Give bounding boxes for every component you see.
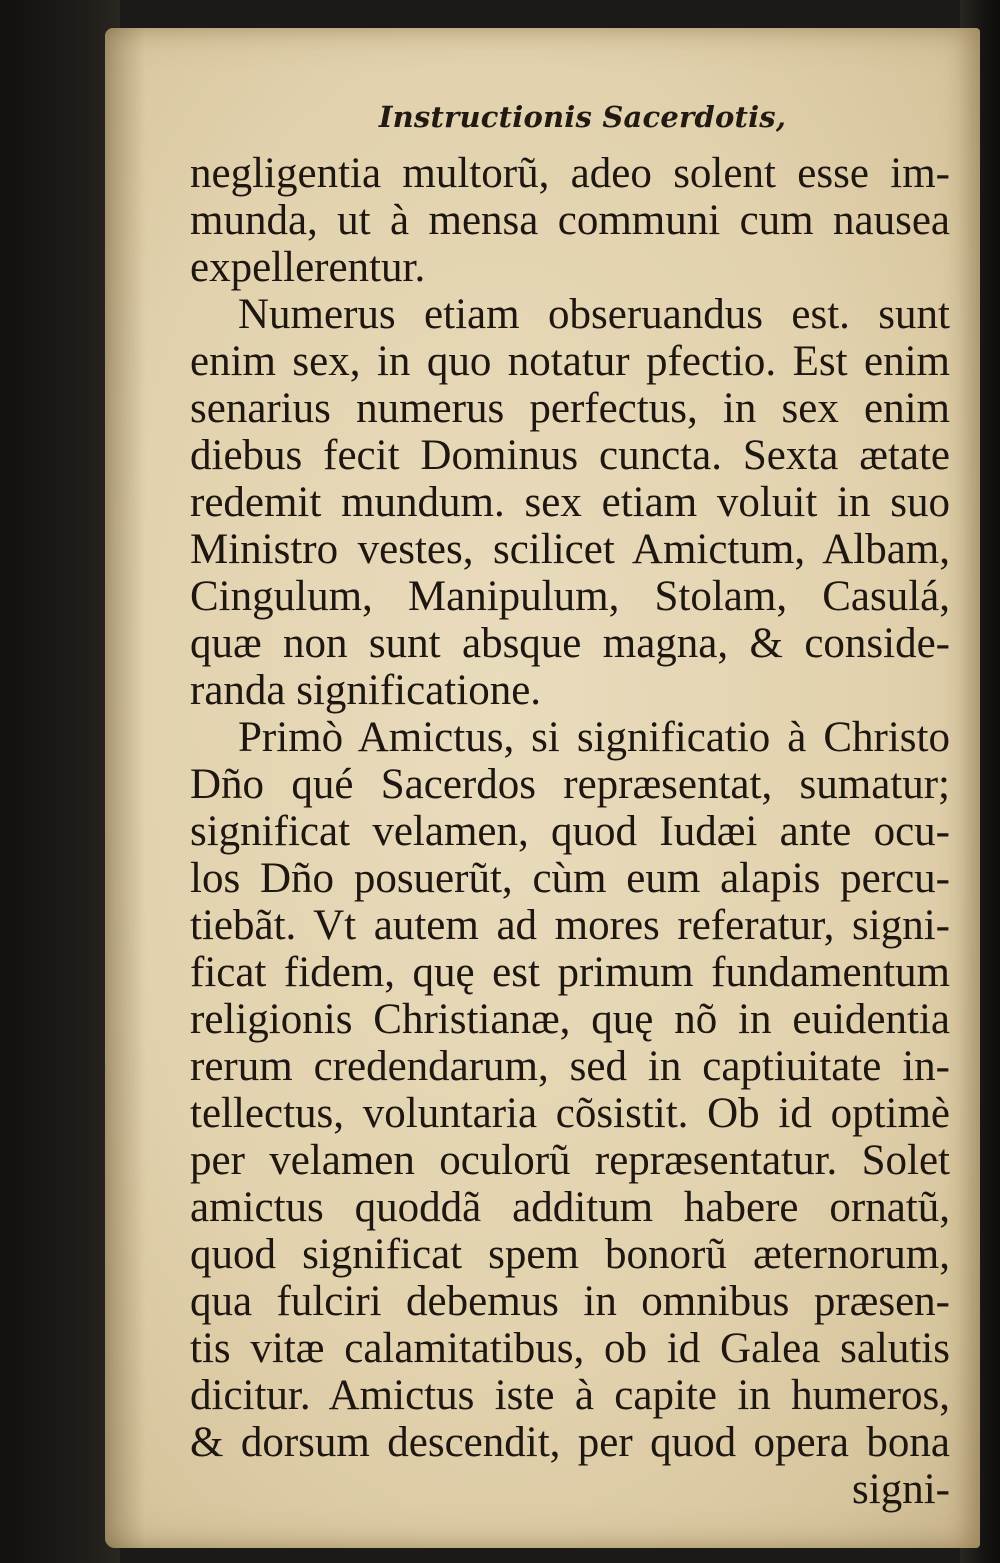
text-line: negligentia multorũ, adeo solent esse im- xyxy=(190,150,950,197)
running-head: Instructionis Sacerdotis, xyxy=(378,100,787,134)
text-line: amictus quoddã additum habere ornatũ, xyxy=(190,1184,950,1231)
text-line: & dorsum descendit, per quod opera bona xyxy=(190,1419,950,1466)
text-line: Dño qué Sacerdos repræsentat, sumatur; xyxy=(190,761,950,808)
text-line: los Dño posuerũt, cùm eum alapis percu- xyxy=(190,855,950,902)
text-line: significat velamen, quod Iudæi ante ocu- xyxy=(190,808,950,855)
book-page xyxy=(105,28,980,1548)
text-line: Primò Amictus, si significatio à Christo xyxy=(238,714,950,761)
text-line: Numerus etiam obseruandus est. sunt xyxy=(238,291,950,338)
text-line: expellerentur. xyxy=(190,244,426,291)
catchword: signi- xyxy=(852,1466,950,1513)
text-line: religionis Christianæ, quę nõ in euidentia xyxy=(190,996,950,1043)
text-line: munda, ut à mensa communi cum nausea xyxy=(190,197,950,244)
text-line: dicitur. Amictus iste à capite in humeros, xyxy=(190,1372,950,1419)
text-line: tiebãt. Vt autem ad mores referatur, signi- xyxy=(190,902,950,949)
text-line: qua fulciri debemus in omnibus præsen- xyxy=(190,1278,950,1325)
text-line: Ministro vestes, scilicet Amictum, Albam, xyxy=(190,526,950,573)
text-line: randa significatione. xyxy=(190,667,542,714)
text-line: rerum credendarum, sed in captiuitate in- xyxy=(190,1043,950,1090)
text-line: quod significat spem bonorũ æternorum, xyxy=(190,1231,950,1278)
text-line: tellectus, voluntaria cõsistit. Ob id optimè xyxy=(190,1090,950,1137)
text-line: redemit mundum. sex etiam voluit in suo xyxy=(190,479,950,526)
text-line: Cingulum, Manipulum, Stolam, Casulá, xyxy=(190,573,950,620)
page-gutter-shadow xyxy=(105,28,145,1548)
text-line: diebus fecit Dominus cuncta. Sexta ætate xyxy=(190,432,950,479)
text-line: per velamen oculorũ repræsentatur. Solet xyxy=(190,1137,950,1184)
text-line: quæ non sunt absque magna, & conside- xyxy=(190,620,950,667)
text-line: senarius numerus perfectus, in sex enim xyxy=(190,385,950,432)
text-line: enim sex, in quo notatur pfectio. Est enim xyxy=(190,338,950,385)
text-line: ficat fidem, quę est primum fundamentum xyxy=(190,949,950,996)
book-binding xyxy=(0,0,120,1563)
text-line: tis vitæ calamitatibus, ob id Galea salutis xyxy=(190,1325,950,1372)
